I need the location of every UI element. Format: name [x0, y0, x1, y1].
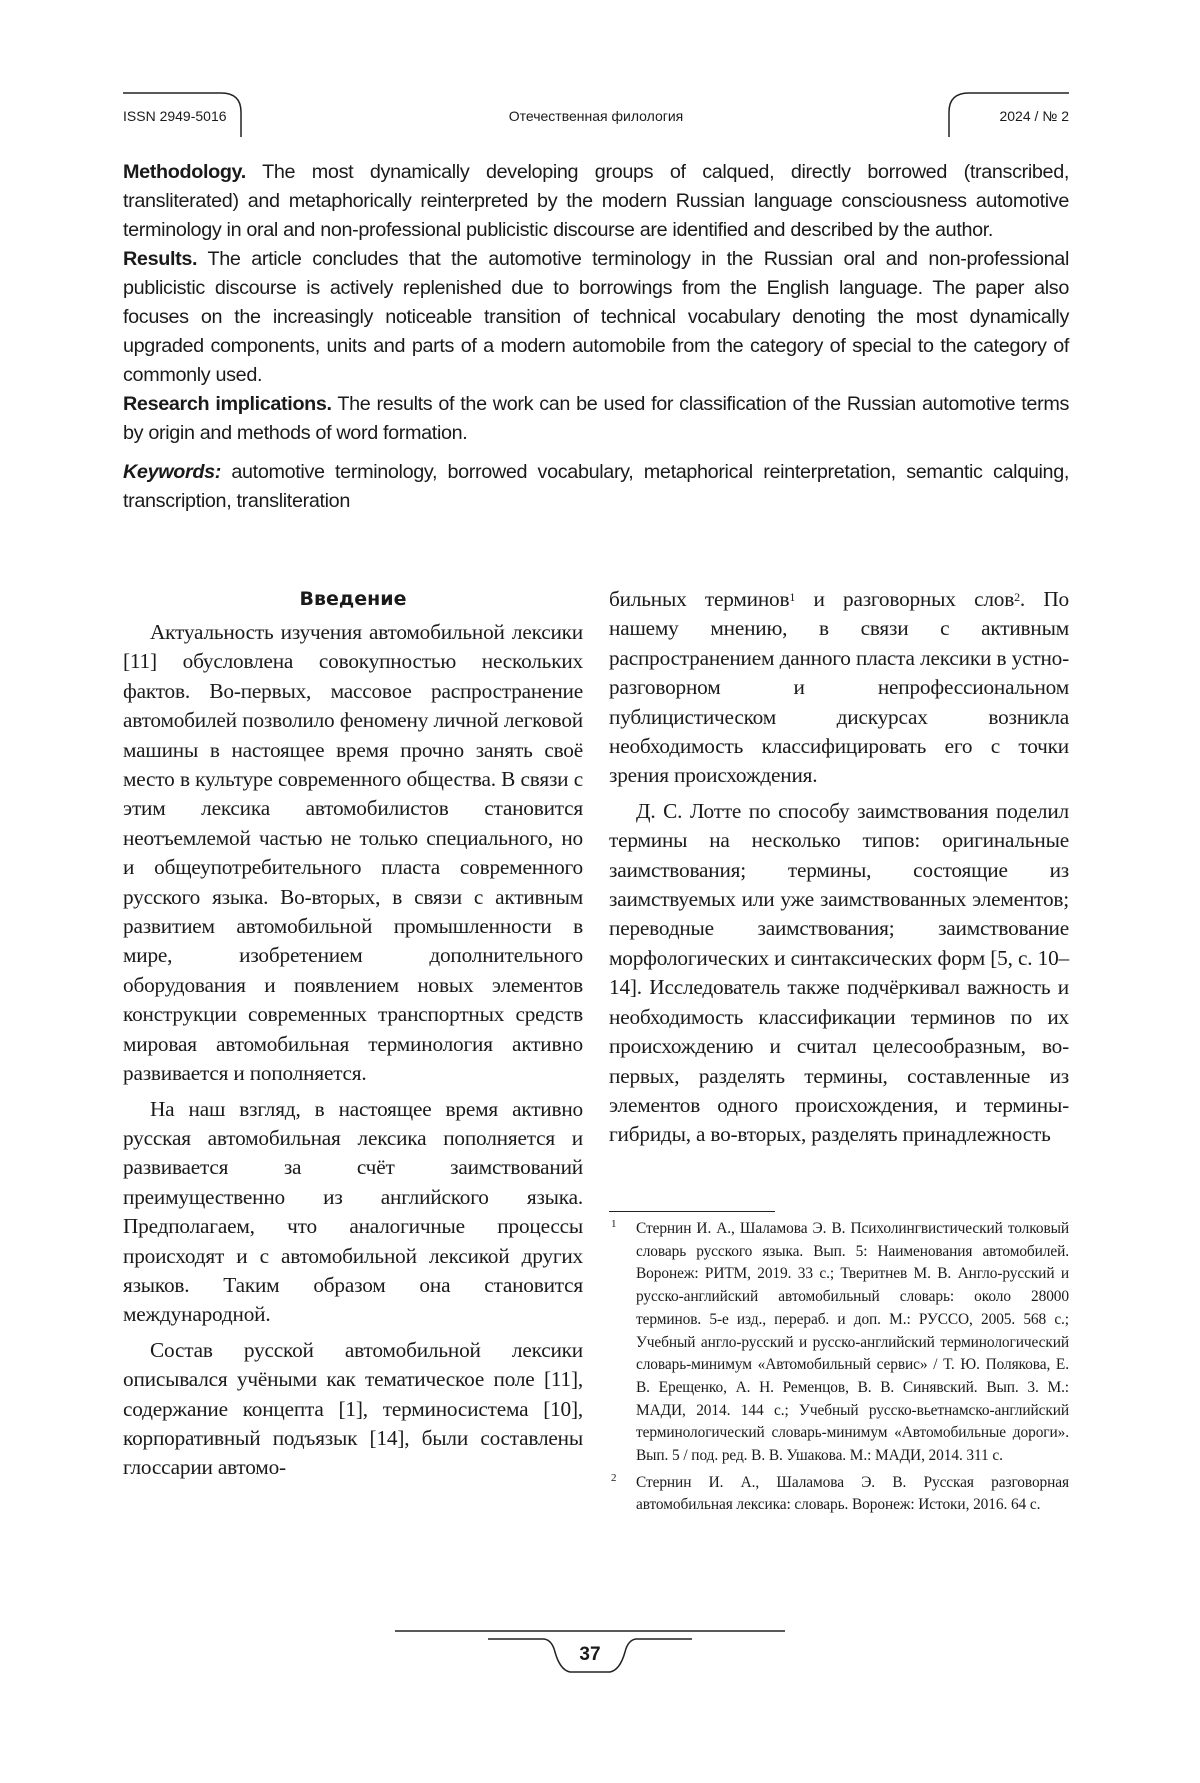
footnote-ref-1[interactable]: 1 [789, 590, 796, 604]
implications-label: Research implications. [123, 393, 332, 415]
footnote-divider [609, 1211, 775, 1212]
text-run: и разговорных слов [795, 587, 1015, 611]
footnotes [609, 1218, 1069, 1517]
keywords-text: automotive terminology, borrowed vocabulary, metaphorical reinterpretation, semantic calquing, transcription, transliteration [123, 461, 1069, 512]
results-paragraph [123, 245, 1069, 390]
methodology-text: The most dynamically developing groups of calqued, directly borrowed (transcribed, transliterated) and metaphorically reinterpreted by the modern Russian language consciousness automotive terminology in oral and non-professional publicistic discourse are identified and described by the author. [123, 161, 1069, 241]
page-number: 37 [579, 1644, 601, 1665]
text-run: бильных терминов [609, 587, 790, 611]
keywords-paragraph [123, 458, 1069, 516]
methodology-label: Methodology. [123, 161, 246, 183]
implications-text: The results of the work can be used for classification of the Russian automotive terms by origin and methods of word formation. [123, 393, 1069, 444]
footnote [609, 1472, 1069, 1517]
keywords-label: Keywords: [123, 461, 221, 483]
page-footer [395, 1630, 785, 1690]
body-paragraph: Актуальность изучения автомобильной лексики [11] обусловлена совокупностью нескольких фактов. Во-первых, массовое распространение автомобилей позволило феномену личной легковой машины в настоящее время прочно занять своё место в культуре современного общества. В связи с этим лексика автомобилистов становится неотъемлемой частью не только специального, но и общеупотребительного пласта современного русского языка. Во-вторых, в связи с активным развитием автомобильной промышленности в мире, изобретением дополнительного оборудования и появлением новых элементов конструкции современных транспортных средств мировая автомобильная терминология активно развивается и пополняется. [123, 620, 583, 1086]
body-paragraph: Состав русской автомобильной лексики описывался учёными как тематическое поле [11], содержание концепта [1], терминосистема [10], корпоративный подъязык [14], были составлены глоссарии автомо- [123, 1337, 583, 1480]
footnote [609, 1218, 1069, 1468]
methodology-paragraph [123, 158, 1069, 245]
body-paragraph: На наш взгляд, в настоящее время активно русская автомобильная лексика пополняется и развивается за счёт заимствований преимущественно из английского языка. Предполагаем, что аналогичные процессы происходят и с автомобильной лексикой других языков. Таким образом она становится международной. [123, 1096, 583, 1327]
left-column [123, 585, 583, 1483]
body-paragraph-continued [609, 585, 1069, 791]
footnote-text: Стернин И. А., Шаламова Э. В. Русская разговорная автомобильная лексика: словарь. Воронеж: Истоки, 2016. 64 с. [636, 1473, 1069, 1514]
results-label: Results. [123, 248, 198, 270]
body-paragraph: Д. С. Лотте по способу заимствования поделил термины на несколько типов: оригинальные заимствования; термины, состоящие из заимствуемых или уже заимствованных элементов; переводные заимствования; заимствование морфологических и синтаксических форм [5, с. 10–14]. Исследователь также подчёркивал важность и необходимость классификации терминов по их происхождению и считал целесообразным, во-первых, разделять термины, составленные из элементов одного происхождения, и термины-гибриды, а во-вторых, разделять принадлежность [609, 798, 1069, 1147]
footnote-number: 2 [611, 1471, 617, 1484]
abstract [123, 158, 1069, 516]
implications-paragraph [123, 390, 1069, 448]
section-title: Введение [299, 588, 407, 610]
footnote-number: 1 [611, 1218, 617, 1230]
footnote-text: Стернин И. А., Шаламова Э. В. Психолингвистический толковый словарь русского языка. Вып. 5: Наименования автомобилей. Воронеж: РИТМ, 2019. 33 с.; Тверитнев М. В. Англо-русский и русско-английский автомобильный словарь: около 28000 терминов. 5-е изд., перераб. и доп. М.: РУССО, 2005. 568 с.; Учебный англо-русский и русско-английский терминологический словарь-минимум «Автомобильный сервис» / Т. Ю. Полякова, Е. В. Ерещенко, А. Н. Ременцов, В. В. Синявский. Вып. 3. М.: МАДИ, 2014. 144 с.; Учебный русско-вьетнамско-английский терминологический словарь-минимум «Автомобильные дороги». Вып. 5 / под. ред. В. В. Ушакова. М.: МАДИ, 2014. 311 с. [636, 1220, 1069, 1465]
journal-title: Отечественная филология [508, 108, 684, 124]
text-run: . По нашему мнению, в связи с активным распространением данного пласта лексики в устно-разговорном и непрофессиональном публицистическом дискурсах возникла необходимость классифицировать его с точки зрения происхождения. [609, 587, 1069, 788]
issue-number: 2024 / № 2 [999, 108, 1069, 124]
running-header [123, 92, 1069, 138]
right-column [609, 585, 1069, 1150]
issn: ISSN 2949-5016 [123, 108, 227, 124]
results-text: The article concludes that the automotive terminology in the Russian oral and non-professional publicistic discourse is actively replenished due to borrowings from the English language. The paper also focuses on the increasingly noticeable transition of technical vocabulary denoting the most dynamically upgraded components, units and parts of a modern automobile from the category of special to the category of commonly used. [123, 248, 1069, 386]
footnote-ref-2[interactable]: 2 [1014, 590, 1020, 604]
